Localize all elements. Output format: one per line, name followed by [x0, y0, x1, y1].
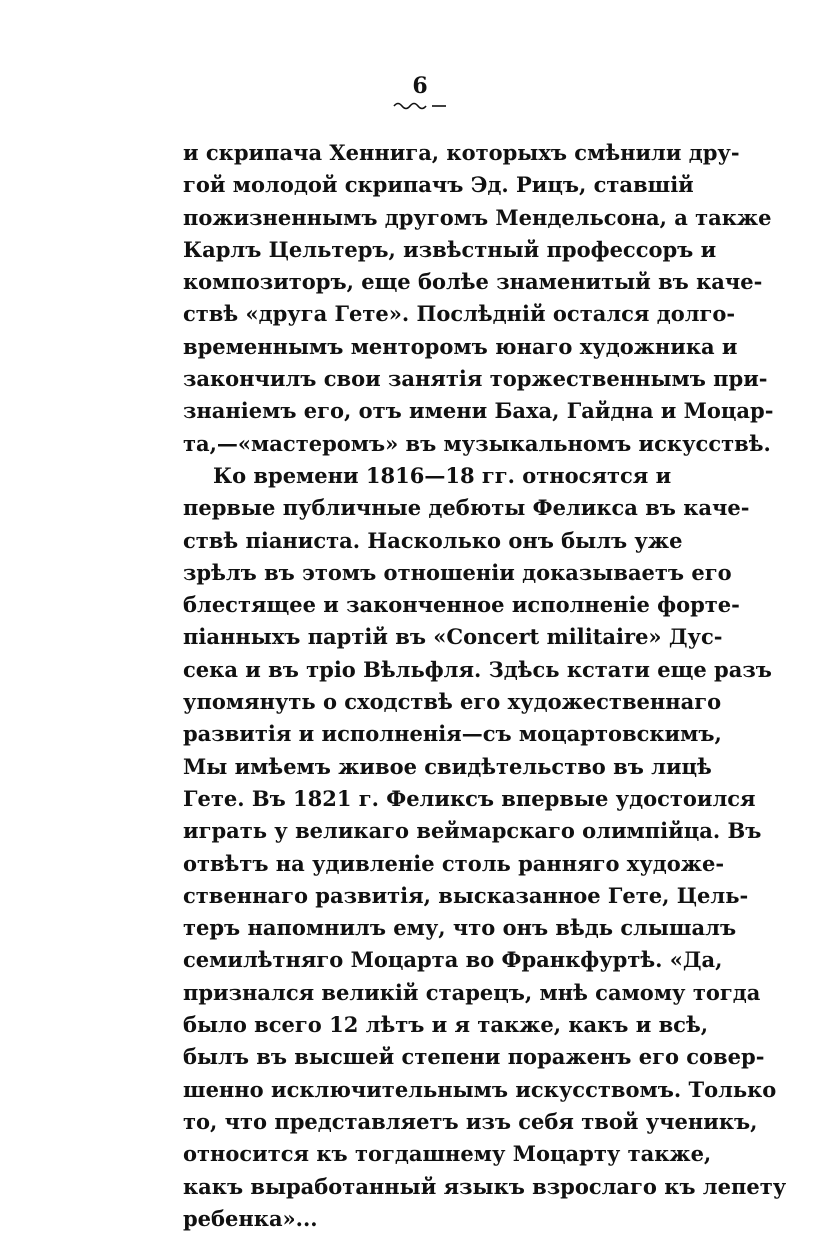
- text-line: то, что представляетъ изъ себя твой ученикъ,: [183, 1108, 758, 1134]
- text-line: Гете. Въ 1821 г. Феликсъ впервые удостоился: [183, 785, 756, 811]
- text-line: временнымъ менторомъ юнаго художника и: [183, 333, 738, 359]
- text-line: и скрипача Хеннига, которыхъ смѣнили дру-: [183, 140, 740, 165]
- text-line: та,—«мастеромъ» въ музыкальномъ искусствѣ.: [183, 430, 771, 456]
- text-line: Мы имѣемъ живое свидѣтельство въ лицѣ: [183, 753, 712, 779]
- paragraph-first-line: Ко времени 1816—18 гг. относятся и: [213, 462, 672, 488]
- text-line: сека и въ тріо Вѣльфля. Здѣсь кстати еще разъ: [183, 656, 772, 682]
- text-line: былъ въ высшей степени пораженъ его совер-: [183, 1044, 765, 1070]
- text-line: какъ выработанный языкъ взрослаго къ лепету: [183, 1173, 787, 1199]
- text-line: закончилъ свои занятія торжественнымъ при-: [183, 366, 768, 392]
- text-line: ствѣ піаниста. Насколько онъ былъ уже: [183, 527, 683, 553]
- text-line: ственнаго развитія, высказанное Гете, Цель-: [183, 882, 749, 908]
- text-line: зрѣлъ въ этомъ отношеніи доказываетъ его: [183, 559, 732, 585]
- text-line: пожизненнымъ другомъ Мендельсона, а также: [183, 204, 772, 230]
- text-line: знаніемъ его, отъ имени Баха, Гайдна и Моцар-: [183, 398, 774, 424]
- text-line: теръ напомнилъ ему, что онъ вѣдь слышалъ: [183, 915, 737, 941]
- text-line: упомянуть о сходствѣ его художественнаго: [183, 689, 722, 715]
- text-line: ствѣ «друга Гете». Послѣдній остался долго-: [183, 301, 736, 327]
- text-line: ребенка»...: [183, 1205, 318, 1231]
- text-line: признался великій старецъ, мнѣ самому тогда: [183, 979, 761, 1005]
- text-line: развитія и исполненія—съ моцартовскимъ,: [183, 721, 722, 747]
- page-number: 6: [412, 73, 428, 99]
- text-line: блестящее и законченное исполненіе форте-: [183, 592, 740, 618]
- text-line: отвѣтъ на удивленіе столь ранняго художе-: [183, 850, 725, 876]
- body-text: [183, 137, 787, 1235]
- wavy-ornament-icon: [392, 100, 448, 110]
- text-line: шенно исключительнымъ искусствомъ. Только: [183, 1076, 777, 1102]
- text-line: было всего 12 лѣтъ и я также, какъ и всѣ,: [183, 1012, 709, 1038]
- text-line: Карлъ Цельтеръ, извѣстный профессоръ и: [183, 236, 717, 262]
- text-line: относится къ тогдашнему Моцарту также,: [183, 1141, 712, 1167]
- text-line: первые публичные дебюты Феликса въ каче-: [183, 495, 750, 521]
- text-line: играть у великаго веймарскаго олимпійца. Въ: [183, 818, 762, 844]
- text-line: семилѣтняго Моцарта во Франкфуртѣ. «Да,: [183, 947, 723, 973]
- text-line: гой молодой скрипачъ Эд. Рицъ, ставшій: [183, 172, 694, 198]
- text-line: композиторъ, еще болѣе знаменитый въ каче-: [183, 269, 763, 295]
- text-line: піанныхъ партій въ «Concert militaire» Дус-: [183, 624, 723, 650]
